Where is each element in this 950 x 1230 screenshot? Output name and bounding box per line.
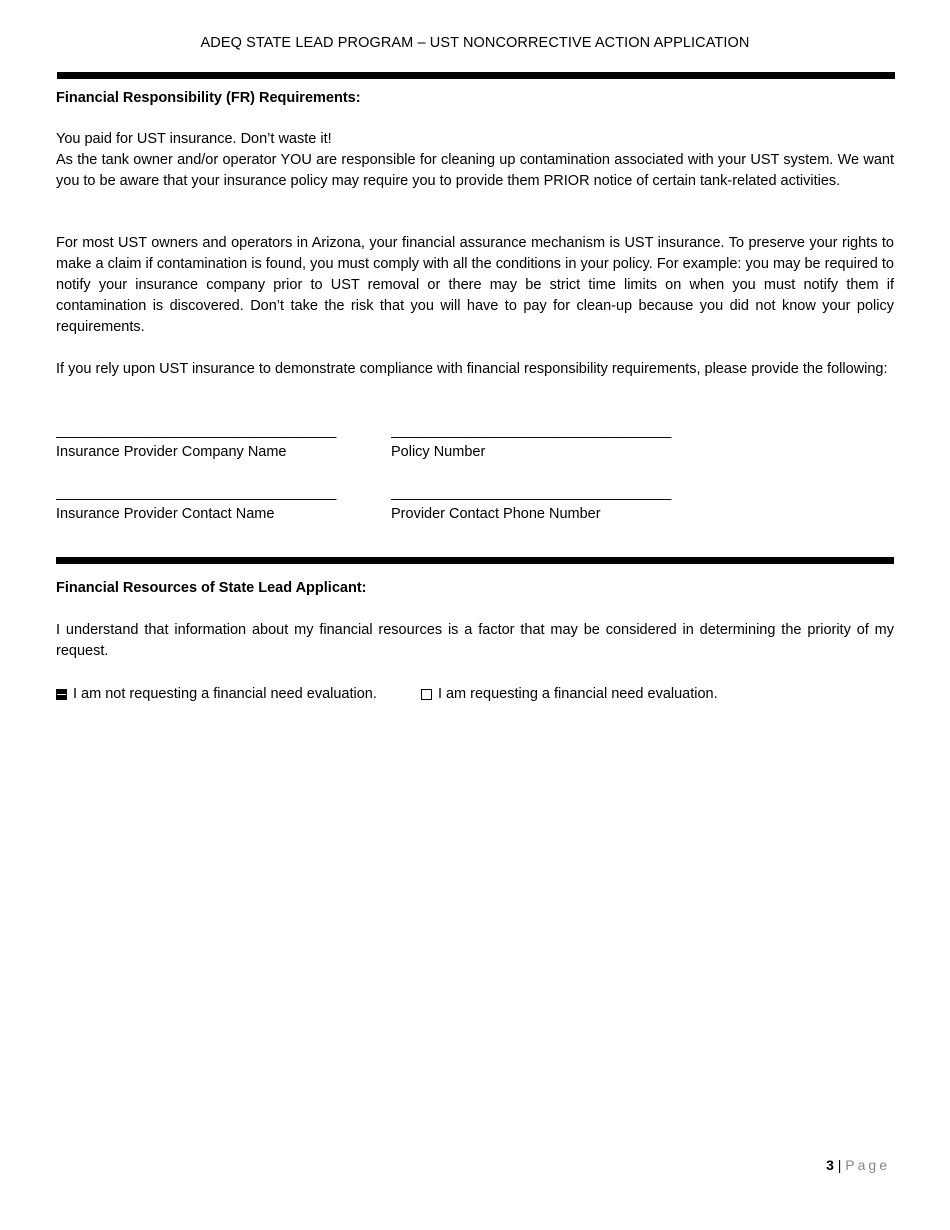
contact-phone-field[interactable] [391,483,683,525]
fr-conditions-text: For most UST owners and operators in Arizona, your financial assurance mechanism is UST insurance. To preserve your rights to make a claim if contamination is found, you must comply with all the conditions in your policy. For example: you may be required to notify your insurance company prior to UST removal or there may be strict time limits on when you must notify them if contamination is discovered. Don’t take the risk that you will have to pay for clean-up because you did not know your policy requirements. [56,235,894,335]
fr-conditions-paragraph [56,233,894,338]
resources-section-title: Financial Resources of State Lead Applicant: [56,580,367,596]
fr-provide-paragraph [56,359,894,380]
fr-intro-paragraph [56,129,894,192]
page-number: 3 [826,1157,834,1173]
page-footer [826,1155,890,1176]
company-name-label: Insurance Provider Company Name [56,444,287,460]
not-requesting-option[interactable] [56,684,377,705]
policy-number-field[interactable] [391,421,683,463]
fr-intro-line2: As the tank owner and/or operator YOU are responsible for cleaning up contamination associated with your UST system. We want you to be aware that your insurance policy may require you to provide them PRIOR notice of certain tank-related activities. [56,152,894,189]
policy-number-label: Policy Number [391,444,486,460]
company-name-blank[interactable]: _____________________________________ [56,423,336,439]
contact-name-field[interactable] [56,483,356,525]
fr-section-title: Financial Responsibility (FR) Requirements: [56,90,361,106]
contact-phone-blank[interactable]: _____________________________________ [391,485,671,501]
company-name-field[interactable] [56,421,356,463]
page-header: ADEQ STATE LEAD PROGRAM – UST NONCORRECTIVE ACTION APPLICATION [200,35,750,51]
header-divider [57,72,895,79]
resources-text: I understand that information about my financial resources is a factor that may be considered in determining the priority of my request. [56,622,894,659]
policy-number-blank[interactable]: _____________________________________ [391,423,671,439]
page-separator: | [837,1157,842,1173]
financial-evaluation-options [56,684,718,707]
contact-phone-label: Provider Contact Phone Number [391,506,601,522]
requesting-checkbox[interactable] [421,689,432,700]
requesting-label: I am requesting a financial need evaluation. [437,686,718,702]
resources-paragraph [56,620,894,662]
not-requesting-checkbox[interactable] [56,689,67,700]
section-divider [56,557,894,564]
fr-provide-text: If you rely upon UST insurance to demonstrate compliance with financial responsibility requirements, please provide the following: [56,361,888,377]
not-requesting-label: I am not requesting a financial need evaluation. [73,686,377,702]
requesting-option[interactable] [421,684,718,705]
fr-intro-line1: You paid for UST insurance. Don’t waste it! [56,131,332,147]
page-label: Page [845,1157,890,1173]
contact-name-label: Insurance Provider Contact Name [56,506,275,522]
contact-name-blank[interactable]: _____________________________________ [56,485,336,501]
